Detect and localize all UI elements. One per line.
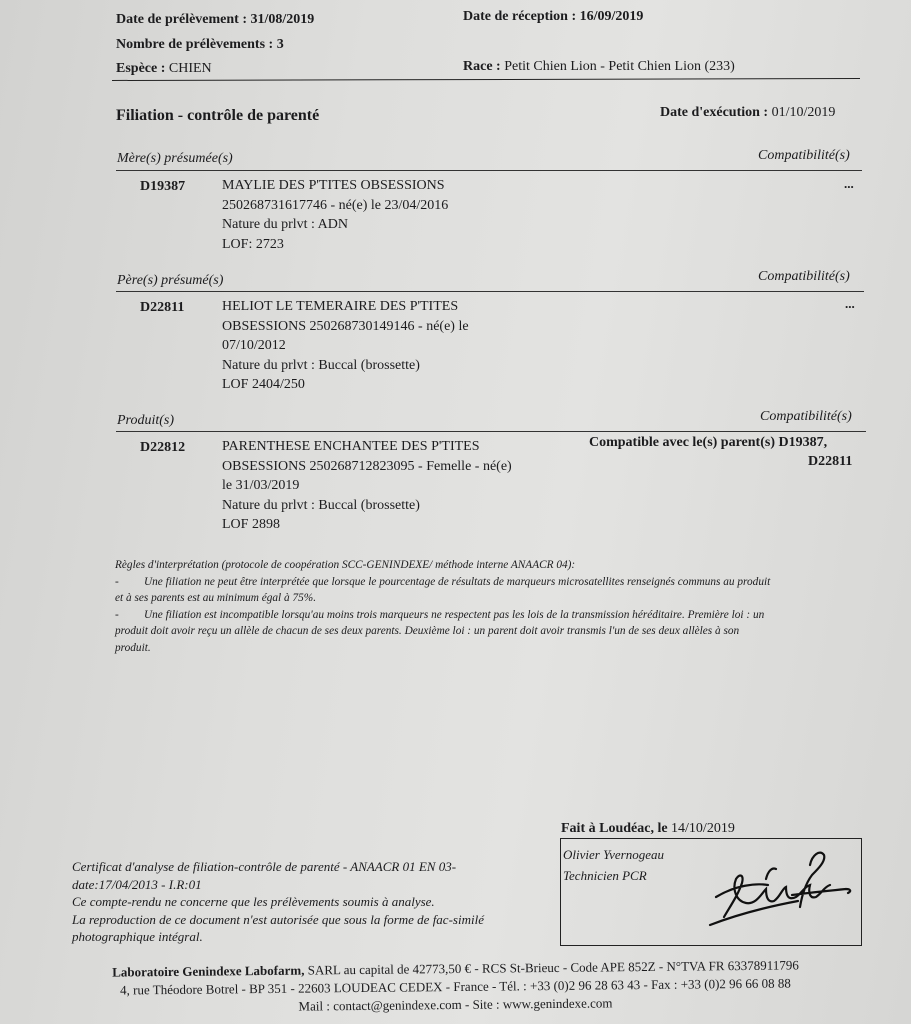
produit-compat-line1: Compatible avec le(s) parent(s) D19387, [589,435,828,450]
espece-value: CHIEN [168,61,212,76]
produit-line: PARENTHESE ENCHANTEE DES P'TITES [222,439,480,454]
signature-box [560,838,862,946]
signatory-role: Technicien PCR [563,868,647,883]
footer-company-details: SARL au capital de 42773,50 € - RCS St-Brieuc - Code APE 852Z - N°TVA FR 63378911796 [307,957,799,978]
pere-divider [116,291,864,292]
handwritten-signature-icon [706,845,856,935]
footer-line-2: 4, rue Théodore Botrel - BP 351 - 22603 LOUDEAC CEDEX - France - Tél. : +33 (0)2 96 28 63 43 - Fax : +33 (0)2 96 66 08 88 [120,975,791,998]
fait-a-date: 14/10/2019 [671,821,735,836]
pere-compat-heading: Compatibilité(s) [758,269,850,284]
signatory-name: Olivier Yvernogeau [563,847,664,862]
mere-compat-heading: Compatibilité(s) [758,148,850,163]
espece [116,61,212,77]
mere-line: LOF: 2723 [222,236,284,252]
interpretation-rules [115,557,870,656]
pere-line: OBSESSIONS 250268730149146 - né(e) le [222,318,469,334]
header-divider [112,78,860,81]
rule-dash: - [115,575,119,588]
rule-1-line-a: Une filiation ne peut être interprétée que lorsque le pourcentage de résultats de marqueurs microsatellites renseignés communs au produit [144,575,771,588]
mere-line: Nature du prlvt : ADN [222,217,348,232]
date-execution-value: 01/10/2019 [771,105,836,120]
pere-line: LOF 2404/250 [222,377,305,392]
certificate-line: photographique intégral. [72,929,203,944]
certificate-line: date:17/04/2013 - I.R:01 [72,876,202,892]
pere-line: Nature du prlvt : Buccal (brossette) [222,357,420,373]
rule-dash: - [115,608,119,621]
race [463,59,735,75]
mere-divider [116,170,862,171]
pere-line: HELIOT LE TEMERAIRE DES P'TITES [222,299,459,314]
mere-line: 250268731617746 - né(e) le 23/04/2016 [222,197,449,213]
mere-details [222,176,448,254]
certificate-line: Certificat d'analyse de filiation-contrôle de parenté - ANAACR 01 EN 03- [72,859,457,874]
pere-details [222,297,469,395]
date-execution-label: Date d'exécution : [660,105,769,120]
nombre-prelevements: Nombre de prélèvements : 3 [116,37,284,52]
pere-heading: Père(s) présumé(s) [117,273,224,288]
produit-details [222,437,512,535]
produit-line: Nature du prlvt : Buccal (brossette) [222,497,420,513]
date-reception: Date de réception : 16/09/2019 [463,9,644,24]
date-prelevement: Date de prélèvement : 31/08/2019 [116,12,315,27]
produit-line: le 31/03/2019 [222,478,300,493]
espece-label: Espèce : [116,61,166,76]
mere-compat: ... [844,176,854,191]
pere-compat: ... [845,296,855,311]
race-label: Race : [463,59,501,74]
rule-2-line-b: produit doit avoir reçu un allèle de chacun de ses deux parents. Deuxième loi : un parent doit avoir transmis l'un de ses deux allèles à son [115,625,740,637]
produit-line: LOF 2898 [222,517,280,532]
produit-id: D22812 [140,440,186,455]
produit-compat-heading: Compatibilité(s) [760,409,852,424]
produit-divider [116,431,866,432]
produit-line: OBSESSIONS 250268712823095 - Femelle - né(e) [222,458,512,474]
date-execution [660,105,835,121]
mere-line: MAYLIE DES P'TITES OBSESSIONS [222,178,445,193]
fait-a [561,821,735,837]
mere-heading: Mère(s) présumée(s) [117,151,233,166]
produit-heading: Produit(s) [117,413,175,428]
section-title: Filiation - contrôle de parenté [116,107,320,124]
certificate-notes [72,858,542,946]
footer-company: Laboratoire Genindexe Labofarm, [112,962,305,980]
rule-1-line-b: et à ses parents est au minimum égal à 75%. [115,592,317,604]
mere-id: D19387 [140,179,186,194]
fait-a-label: Fait à Loudéac, le [561,821,668,836]
rule-2-line-c: produit. [115,641,151,654]
race-value: Petit Chien Lion - Petit Chien Lion (233) [504,59,735,74]
pere-line: 07/10/2012 [222,338,286,353]
produit-compat-line2: D22811 [808,454,853,469]
certificate-line: La reproduction de ce document n'est autorisée que sous la forme de fac-similé [72,911,484,927]
pere-id: D22811 [140,300,185,315]
certificate-line: Ce compte-rendu ne concerne que les prélèvements soumis à analyse. [72,894,435,909]
rules-title: Règles d'interprétation (protocole de coopération SCC-GENINDEXE/ méthode interne ANAACR 04): [115,559,576,571]
footer-line-3: Mail : contact@genindexe.com - Site : www.genindexe.com [298,995,613,1014]
rule-2-line-a: Une filiation est incompatible lorsqu'au moins trois marqueurs ne respectent pas les lois de la transmission héréditaire. Première loi : un [144,608,765,621]
